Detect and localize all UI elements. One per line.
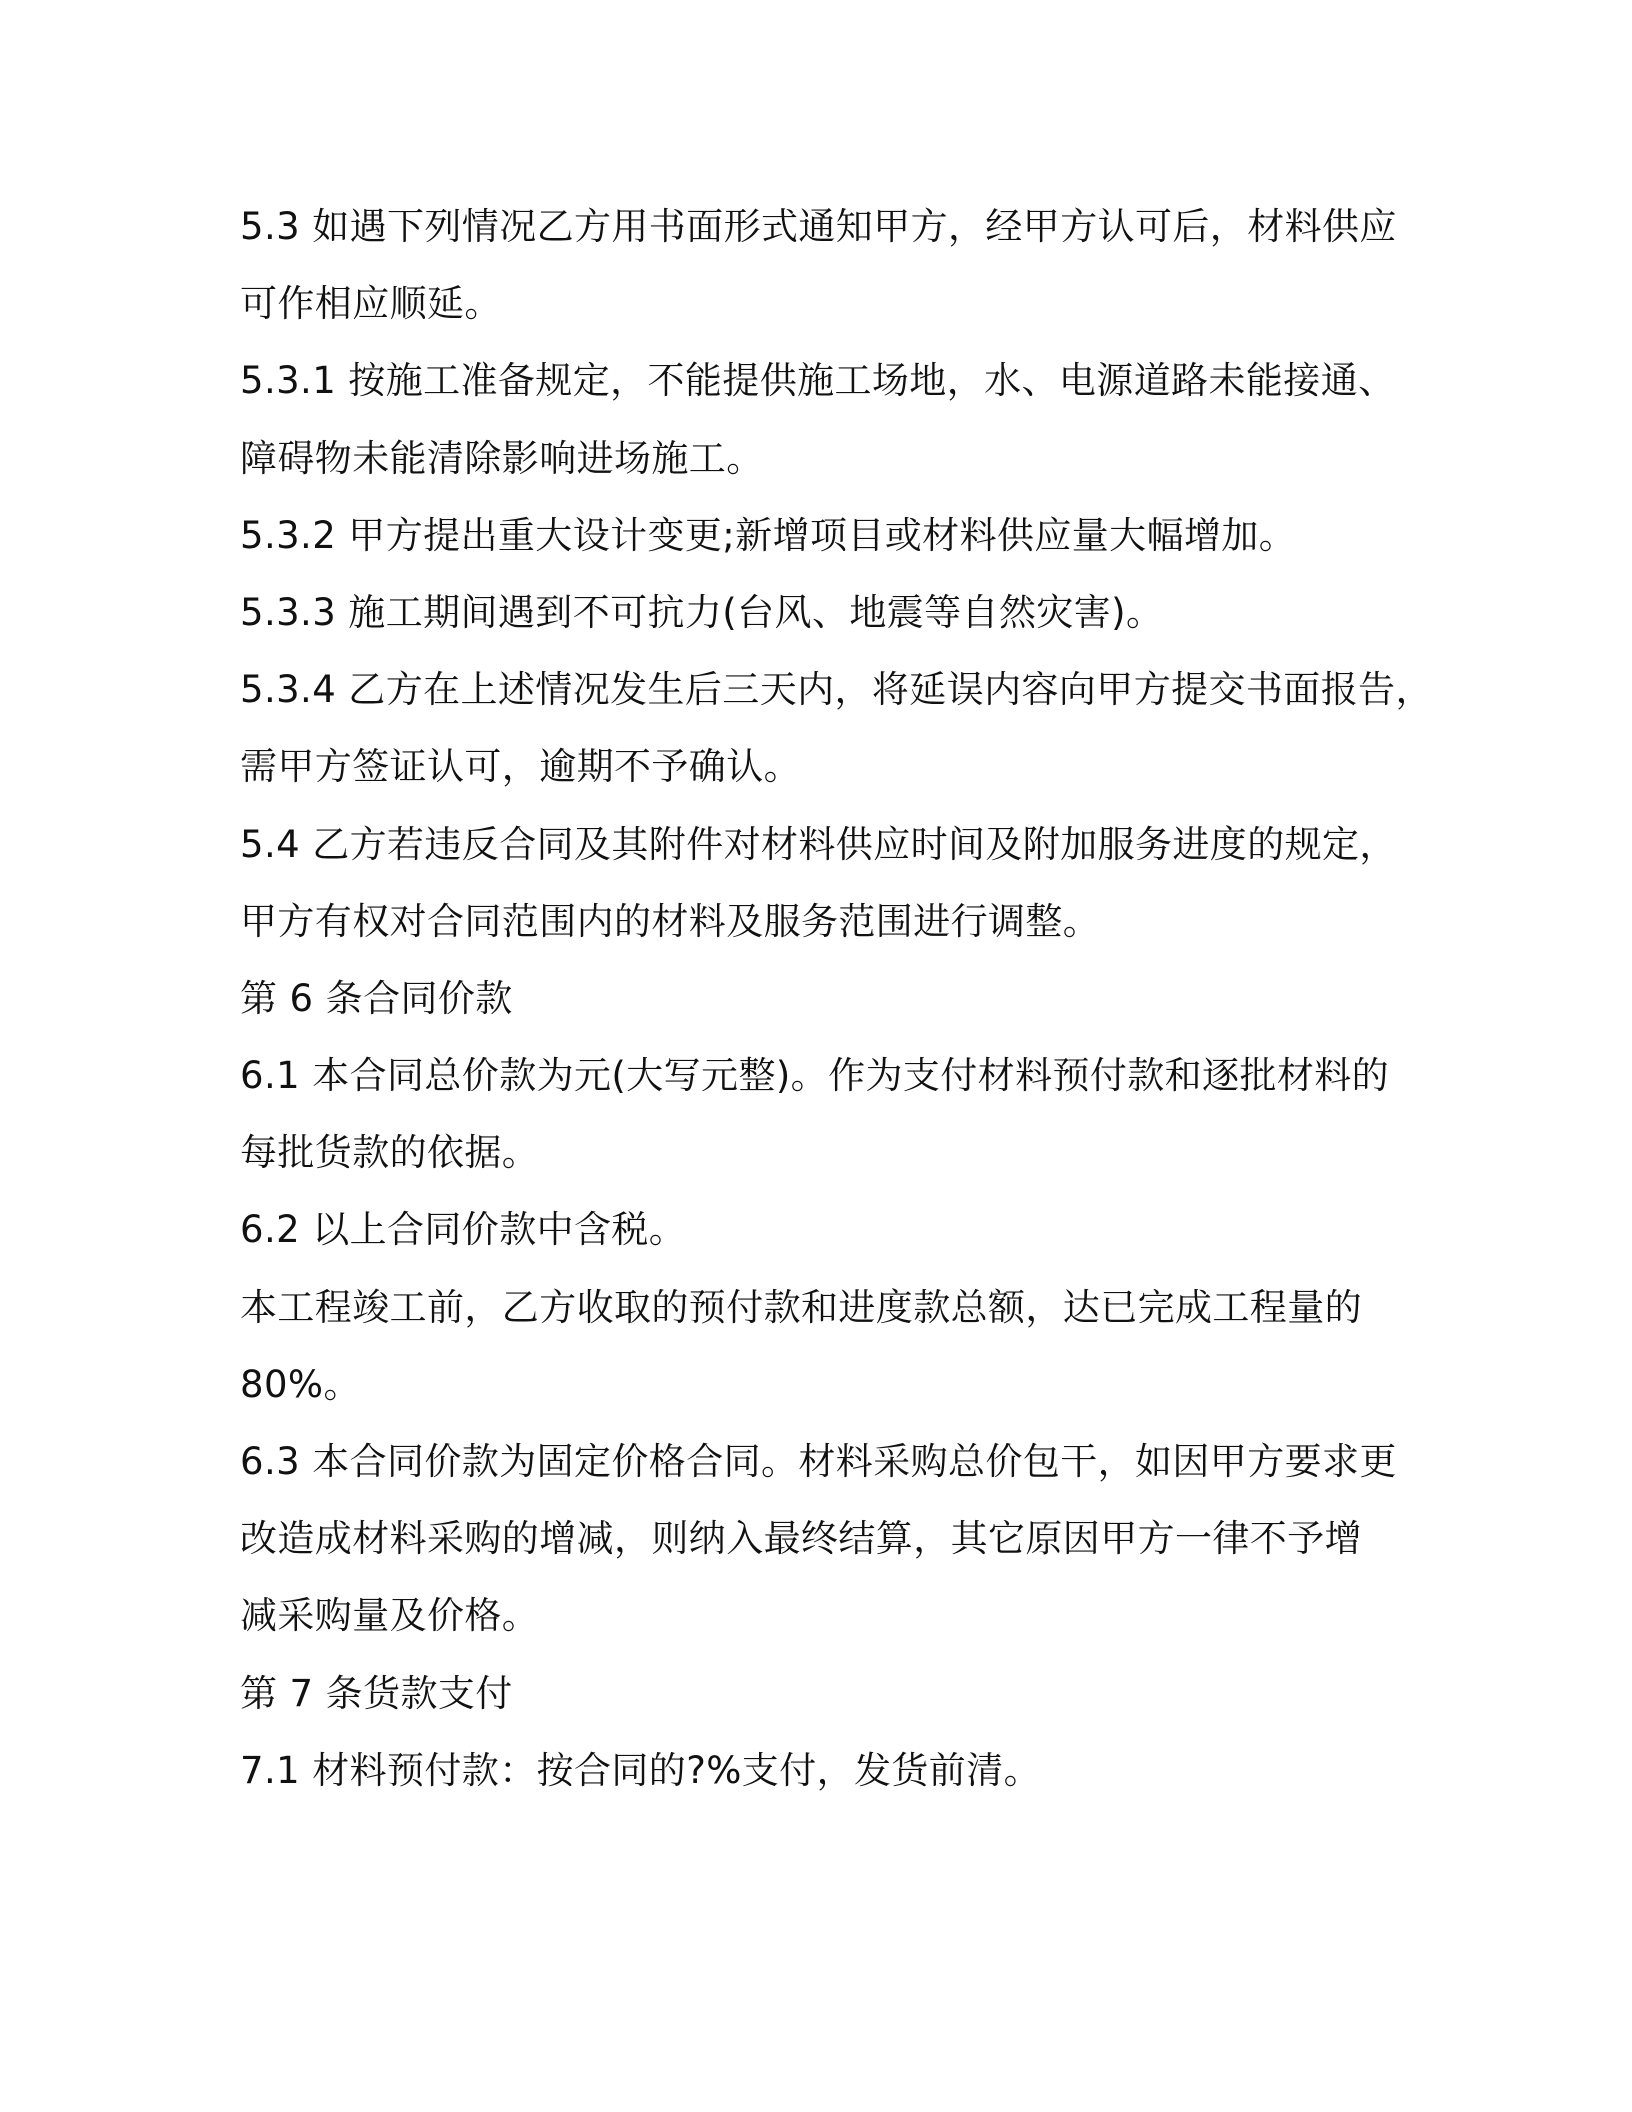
section-heading-7: 第 7 条货款支付 — [240, 1671, 513, 1715]
text-line-5-3-b: 可作相应顺延。 — [240, 282, 502, 326]
text-line-6-1-a: 6.1 本合同总价款为元(大写元整)。作为支付材料预付款和逐批材料的 — [240, 1054, 1390, 1098]
text-line-5-4-a: 5.4 乙方若违反合同及其附件对材料供应时间及附加服务进度的规定， — [240, 822, 1397, 866]
text-line-7-1: 7.1 材料预付款：按合同的?%支付，发货前清。 — [240, 1748, 1041, 1792]
text-line-5-3-1-b: 障碍物未能清除影响进场施工。 — [240, 436, 764, 480]
section-heading-6: 第 6 条合同价款 — [240, 976, 513, 1020]
text-line-5-3-1-a: 5.3.1 按施工准备规定，不能提供施工场地，水、电源道路未能接通、 — [240, 359, 1396, 403]
text-line-5-3-4-b: 需甲方签证认可，逾期不予确认。 — [240, 745, 801, 789]
text-line-6-3-a: 6.3 本合同价款为固定价格合同。材料采购总价包干，如因甲方要求更 — [240, 1440, 1397, 1483]
text-line-5-3-2: 5.3.2 甲方提出重大设计变更;新增项目或材料供应量大幅增加。 — [240, 513, 1297, 557]
text-line-5-3-a: 5.3 如遇下列情况乙方用书面形式通知甲方，经甲方认可后，材料供应 — [240, 205, 1397, 248]
text-line-completion-b: 80%。 — [240, 1362, 361, 1406]
contract-text — [240, 188, 1433, 1809]
text-line-5-3-4-a: 5.3.4 乙方在上述情况发生后三天内，将延误内容向甲方提交书面报告， — [240, 668, 1433, 712]
text-line-5-3-3: 5.3.3 施工期间遇到不可抗力(台风、地震等自然灾害)。 — [240, 590, 1164, 634]
text-line-6-2: 6.2 以上合同价款中含税。 — [240, 1208, 687, 1252]
text-line-completion-a: 本工程竣工前，乙方收取的预付款和进度款总额，达已完成工程量的 — [240, 1285, 1362, 1329]
text-line-5-4-b: 甲方有权对合同范围内的材料及服务范围进行调整。 — [240, 899, 1101, 943]
text-line-6-3-b: 改造成材料采购的增减，则纳入最终结算，其它原因甲方一律不予增 — [240, 1517, 1362, 1561]
text-line-6-3-c: 减采购量及价格。 — [240, 1594, 540, 1638]
text-line-6-1-b: 每批货款的依据。 — [240, 1131, 540, 1175]
